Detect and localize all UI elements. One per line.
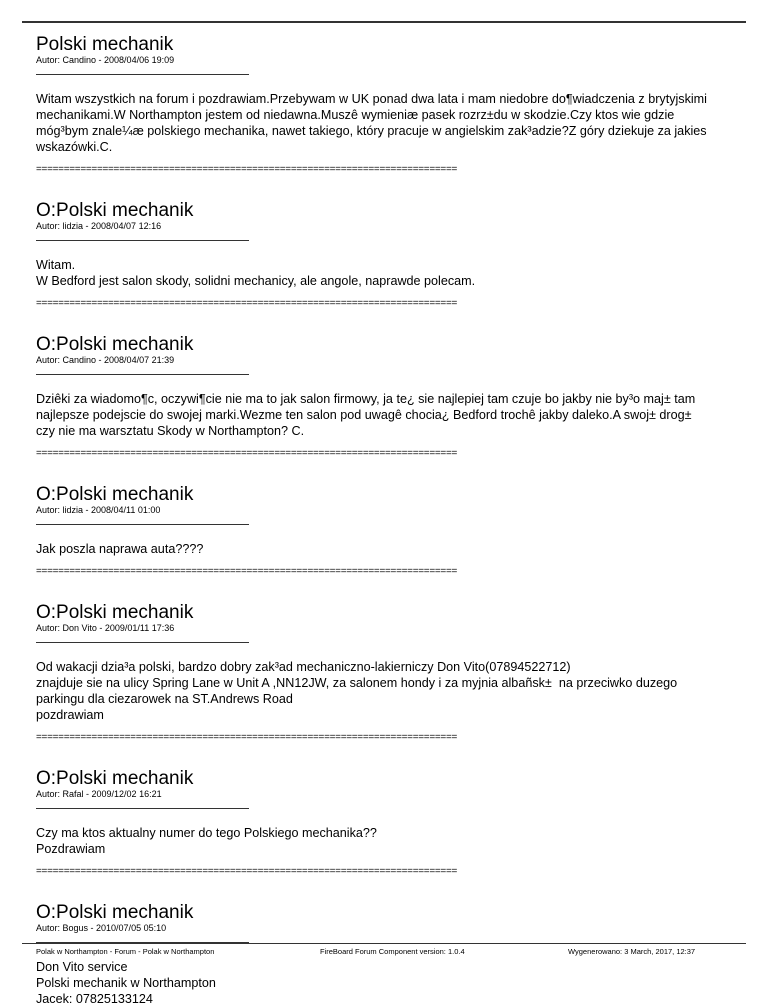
post-title: O:Polski mechanik xyxy=(36,602,194,623)
post-5 xyxy=(36,603,736,743)
post-title: O:Polski mechanik xyxy=(36,200,194,221)
post-body: Witam. W Bedford jest salon skody, solidni mechanicy, ale angole, naprawde polecam. xyxy=(36,258,476,288)
footer-generated-date: Wygenerowano: 3 March, 2017, 12:37 xyxy=(568,947,696,956)
post-separator: ============================================================================ xyxy=(36,866,458,877)
post-1 xyxy=(36,35,736,175)
post-body: Don Vito service Polski mechanik w Northampton Jacek: 07825133124 xyxy=(36,960,216,1006)
post-author-date: Autor: Don Vito - 2009/01/11 17:36 xyxy=(36,623,175,633)
meta-divider xyxy=(36,808,249,809)
footer-component-version: FireBoard Forum Component version: 1.0.4 xyxy=(320,947,465,956)
post-body: Czy ma ktos aktualny numer do tego Polskiego mechanika?? Pozdrawiam xyxy=(36,826,377,856)
meta-divider xyxy=(36,374,249,375)
post-title: O:Polski mechanik xyxy=(36,334,194,355)
footer-site-name: Polak w Northampton - Forum - Polak w Northampton xyxy=(36,947,215,956)
top-rule xyxy=(22,21,746,23)
post-2 xyxy=(36,201,736,309)
post-separator: ============================================================================ xyxy=(36,448,458,459)
post-3 xyxy=(36,335,736,459)
post-title: O:Polski mechanik xyxy=(36,768,194,789)
post-title: O:Polski mechanik xyxy=(36,902,194,923)
post-author-date: Autor: lidzia - 2008/04/07 12:16 xyxy=(36,221,162,231)
meta-divider xyxy=(36,74,249,75)
footer-rule xyxy=(22,943,746,944)
post-author-date: Autor: Rafal - 2009/12/02 16:21 xyxy=(36,789,162,799)
post-author-date: Autor: Bogus - 2010/07/05 05:10 xyxy=(36,923,167,933)
post-title: Polski mechanik xyxy=(36,34,174,55)
meta-divider xyxy=(36,642,249,643)
post-6 xyxy=(36,769,736,877)
post-4 xyxy=(36,485,736,577)
post-list xyxy=(36,35,736,1007)
post-author-date: Autor: Candino - 2008/04/07 21:39 xyxy=(36,355,175,365)
post-separator: ============================================================================ xyxy=(36,164,458,175)
post-separator: ============================================================================ xyxy=(36,298,458,309)
meta-divider xyxy=(36,240,249,241)
post-body: Witam wszystkich na forum i pozdrawiam.Przebywam w UK ponad dwa lata i mam niedobre do¶wiadczenia z brytyjskimi mechanikami.W Northampton jestem od niedawna.Muszê wymieniæ pasek rozrz±du w skodzie.Czy ktos wie gdzie móg³bym znale¼æ polskiego mechanika, nawet takiego, który pracuje w angielskim zak³adzie?Z góry dziekuje za jakies wskazówki.C. xyxy=(36,92,707,154)
post-separator: ============================================================================ xyxy=(36,732,458,743)
post-separator: ============================================================================ xyxy=(36,566,458,577)
post-body: Jak poszla naprawa auta???? xyxy=(36,542,204,556)
meta-divider xyxy=(36,524,249,525)
post-body: Dziêki za wiadomo¶c, oczywi¶cie nie ma to jak salon firmowy, ja te¿ sie najlepiej tam czuje bo jakby nie by³o maj± tam najlepsze podejscie do swojej marki.Wezme ten salon pod uwagê chocia¿ Bedford trochê jakby daleko.A swoj± drog± czy nie ma warsztatu Skody w Northampton? C. xyxy=(36,392,696,438)
post-body: Od wakacji dzia³a polski, bardzo dobry zak³ad mechaniczno-lakierniczy Don Vito(07894522712) znajduje sie na ulicy Spring Lane w Unit A ,NN12JW, za salonem hondy i za myjnia albañsk± na przeciwko duzego parkingu dla ciezarowek na ST.Andrews Road pozdrawiam xyxy=(36,660,678,722)
post-author-date: Autor: Candino - 2008/04/06 19:09 xyxy=(36,55,175,65)
post-title: O:Polski mechanik xyxy=(36,484,194,505)
post-author-date: Autor: lidzia - 2008/04/11 01:00 xyxy=(36,505,161,515)
